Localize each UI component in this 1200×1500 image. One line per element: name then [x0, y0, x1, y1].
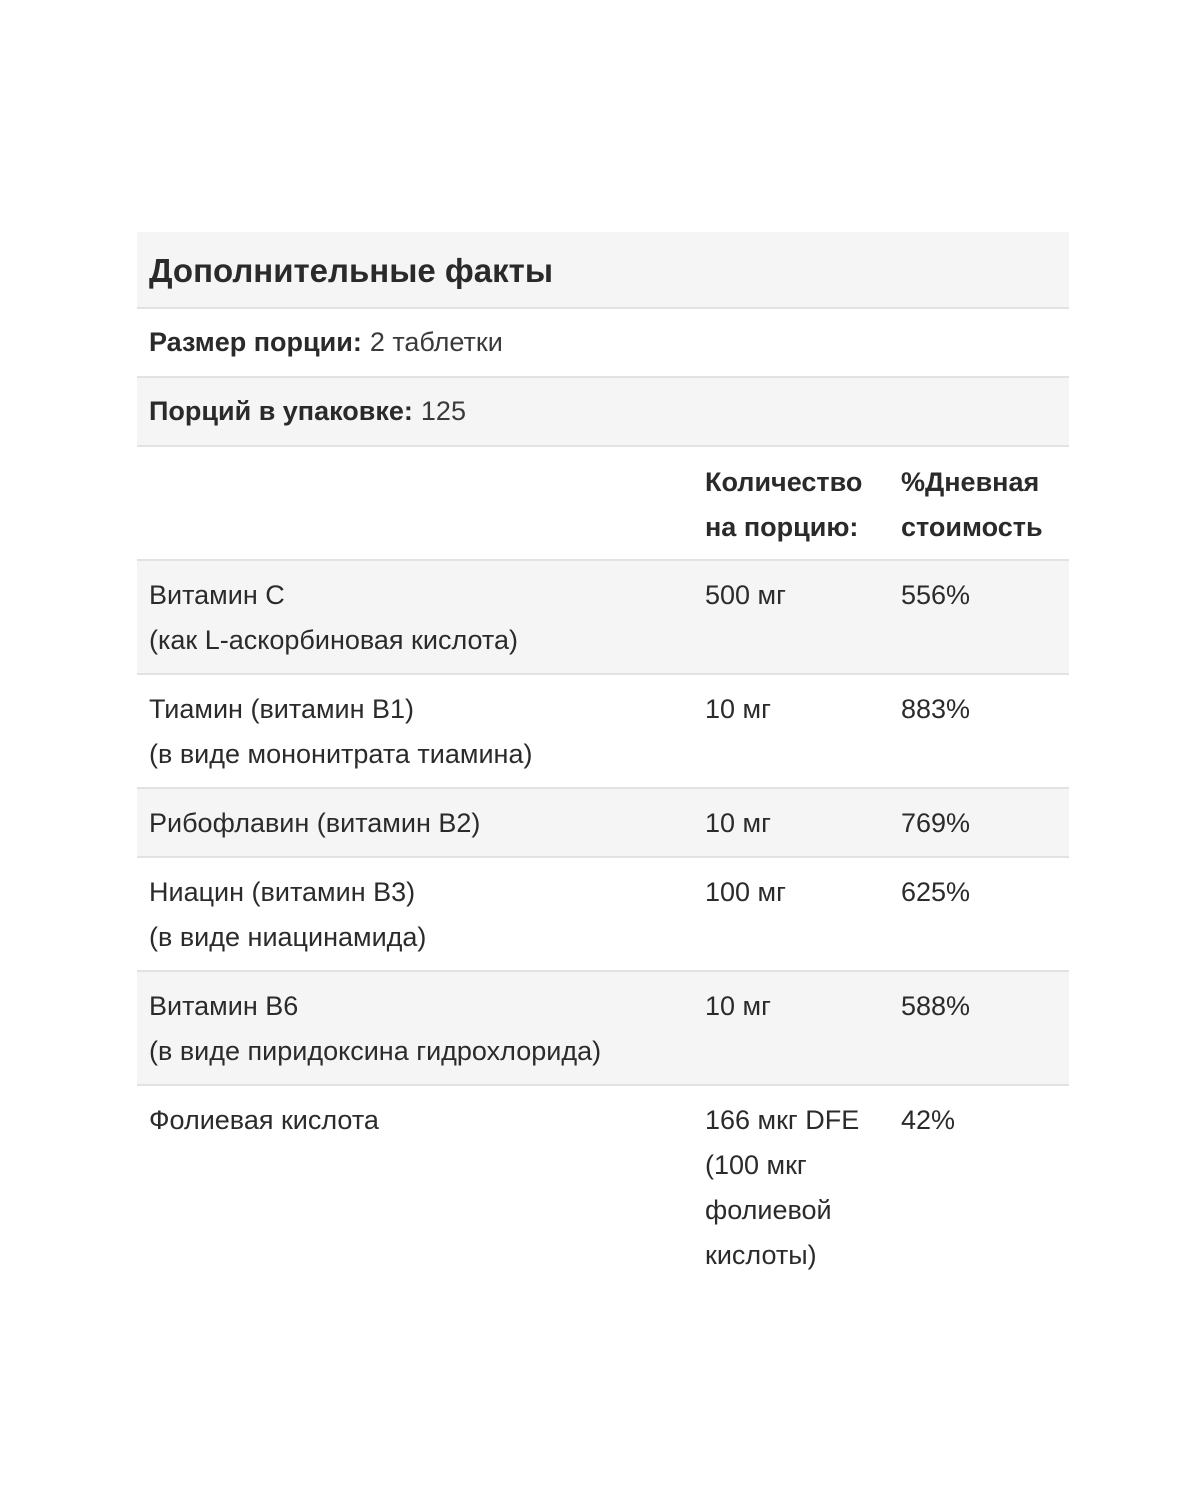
nutrient-row-vitamin-c: [137, 561, 1069, 675]
facts-title-row: [137, 232, 1069, 309]
nutrient-row-folic-acid: [137, 1086, 1069, 1286]
nutrient-name: [149, 687, 705, 787]
nutrient-amount-line: кислоты): [705, 1240, 817, 1270]
nutrient-daily-value: 588%: [901, 991, 971, 1021]
nutrient-source-line: (в виде ниацинамида): [149, 922, 427, 952]
column-header-amount: [705, 460, 901, 559]
nutrient-daily-value: 625%: [901, 877, 971, 907]
nutrient-amount-line: 500 мг: [705, 580, 786, 610]
serving-size-label: Размер порции:: [149, 327, 362, 357]
nutrient-daily-value: 769%: [901, 808, 971, 838]
nutrient-name: [149, 870, 705, 970]
column-header-amount-line: на порцию:: [705, 512, 859, 542]
serving-size-row: [137, 309, 1069, 378]
column-header-nutrient: [149, 460, 705, 559]
nutrient-source-line: (как L-аскорбиновая кислота): [149, 625, 518, 655]
nutrient-row-vitamin-b6: [137, 972, 1069, 1086]
nutrient-amount-line: 10 мг: [705, 991, 771, 1021]
nutrient-amount-line: (100 мкг: [705, 1150, 807, 1180]
nutrient-name: [149, 1098, 705, 1286]
nutrient-amount: [705, 1098, 901, 1286]
nutrient-amount-line: 10 мг: [705, 808, 771, 838]
nutrient-daily-value: 556%: [901, 580, 971, 610]
nutrient-amount-line: 100 мг: [705, 877, 786, 907]
nutrient-name-line: Ниацин (витамин В3): [149, 877, 416, 907]
nutrient-row-niacin: [137, 858, 1069, 972]
nutrient-name: [149, 801, 705, 856]
nutrient-amount-line: фолиевой: [705, 1195, 832, 1225]
nutrient-source-line: (в виде мононитрата тиамина): [149, 739, 533, 769]
supplement-facts-table: [137, 232, 1069, 1286]
column-header-row: [137, 447, 1069, 561]
column-header-daily-value-line: стоимость: [901, 512, 1043, 542]
column-header-daily-value-line: %Дневная: [901, 467, 1040, 497]
servings-per-container-label: Порций в упаковке:: [149, 396, 413, 426]
nutrient-amount: [705, 870, 901, 970]
nutrient-name-line: Тиамин (витамин В1): [149, 694, 415, 724]
nutrient-name-line: Витамин В6: [149, 991, 299, 1021]
serving-size-value: 2 таблетки: [369, 327, 503, 357]
nutrient-row-riboflavin: [137, 789, 1069, 858]
nutrient-name: [149, 984, 705, 1084]
column-header-daily-value: [901, 460, 1069, 559]
nutrient-amount: [705, 801, 901, 856]
column-header-amount-line: Количество: [705, 467, 863, 497]
nutrient-amount: [705, 573, 901, 673]
nutrient-amount-line: 10 мг: [705, 694, 771, 724]
nutrient-name: [149, 573, 705, 673]
nutrient-amount: [705, 984, 901, 1084]
servings-per-container-value: 125: [420, 396, 466, 426]
nutrient-amount-line: 166 мкг DFE: [705, 1105, 860, 1135]
nutrient-source-line: (в виде пиридоксина гидрохлорида): [149, 1036, 602, 1066]
nutrient-daily-value: 42%: [901, 1105, 956, 1135]
nutrient-amount: [705, 687, 901, 787]
nutrient-name-line: Рибофлавин (витамин В2): [149, 808, 481, 838]
nutrient-name-line: Фолиевая кислота: [149, 1105, 379, 1135]
nutrient-daily-value: 883%: [901, 694, 971, 724]
servings-per-container-row: [137, 378, 1069, 447]
nutrient-row-thiamin: [137, 675, 1069, 789]
facts-title: Дополнительные факты: [149, 252, 554, 289]
nutrient-name-line: Витамин С: [149, 580, 285, 610]
